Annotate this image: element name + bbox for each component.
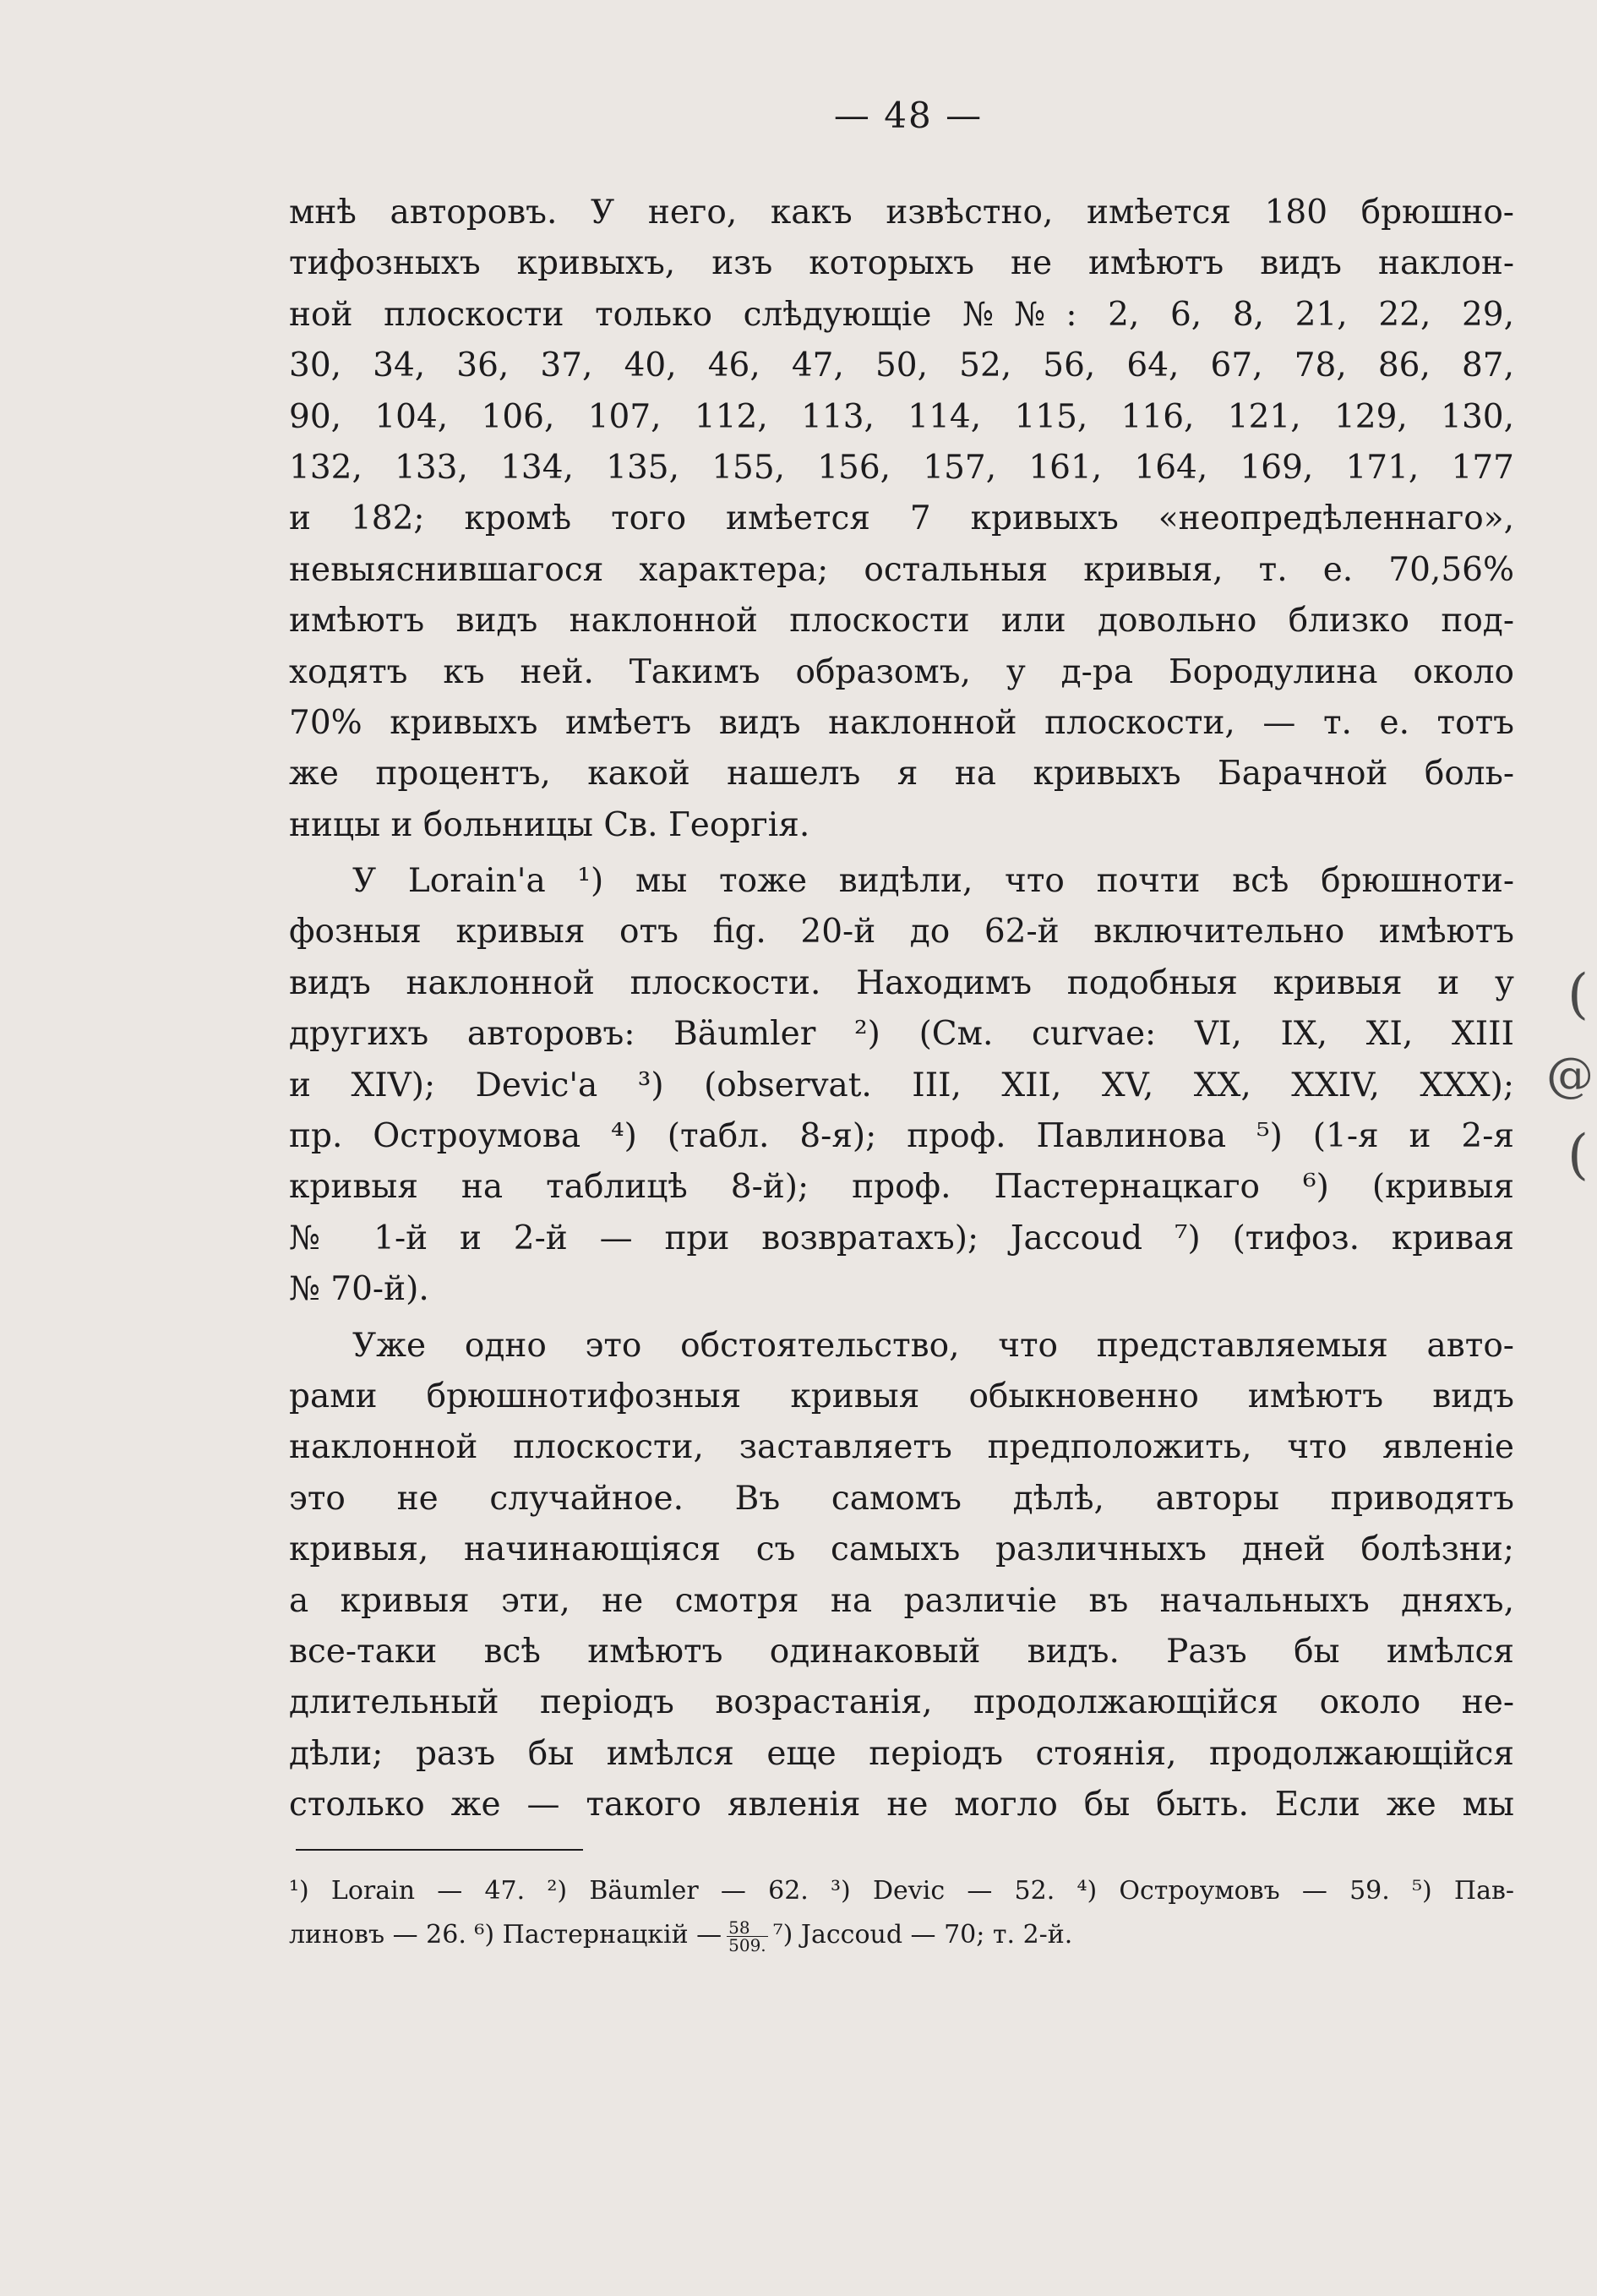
text-line: 132, 133, 134, 135, 155, 156, 157, 161, 164, 169, 171, 177: [289, 448, 1514, 487]
fraction-denominator: 509.: [728, 1934, 766, 1955]
text-line: имѣютъ видъ наклонной плоскости или довольно близко под-: [289, 602, 1514, 641]
fraction-numerator: 58: [727, 1919, 768, 1937]
text-line: другихъ авторовъ: Bäumler ²) (См. curvae: VI, IX, XI, XIII: [289, 1015, 1514, 1054]
footnote-fraction: [727, 1919, 768, 1954]
footnote-line-1: ¹) Lorain — 47. ²) Bäumler — 62. ³) Devic — 52. ⁴) Остроумовъ — 59. ⁵) Пав-: [289, 1876, 1514, 1906]
margin-mark-2: @: [1546, 1048, 1594, 1103]
text-line: мнѣ авторовъ. У него, какъ извѣстно, имѣется 180 брюшно-: [289, 194, 1514, 232]
footnote-line-2-end: ⁷) Jaccoud — 70; т. 2-й.: [772, 1920, 1073, 1950]
text-line: тифозныхъ кривыхъ, изъ которыхъ не имѣютъ видъ наклон-: [289, 244, 1514, 283]
text-line: 30, 34, 36, 37, 40, 46, 47, 50, 52, 56, 64, 67, 78, 86, 87,: [289, 346, 1514, 385]
text-line: У Lorain'а ¹) мы тоже видѣли, что почти всѣ брюшноти-: [352, 862, 1514, 901]
text-line: и 182; кромѣ того имѣется 7 кривыхъ «неопредѣленнаго»,: [289, 499, 1514, 538]
text-line: дѣли; разъ бы имѣлся еще періодъ стоянія, продолжающійся: [289, 1734, 1514, 1773]
text-line: же процентъ, какой нашелъ я на кривыхъ Барачной боль-: [289, 755, 1514, 794]
footnote-line-2-start: линовъ — 26. ⁶) Пастернацкій —: [289, 1920, 722, 1950]
text-line: видъ наклонной плоскости. Находимъ подобныя кривыя и у: [289, 963, 1514, 1002]
text-line: это не случайное. Въ самомъ дѣлѣ, авторы приводятъ: [289, 1479, 1514, 1518]
text-line: а кривыя эти, не смотря на различіе въ начальныхъ дняхъ,: [289, 1581, 1514, 1620]
body-text: [289, 188, 1514, 1831]
text-line: все-таки всѣ имѣютъ одинаковый видъ. Разъ бы имѣлся: [289, 1632, 1514, 1671]
text-line: столько же — такого явленія не могло бы быть. Если же мы: [289, 1786, 1514, 1824]
margin-mark-3: (: [1567, 1124, 1589, 1186]
text-line: пр. Остроумова ⁴) (табл. 8-я); проф. Павлинова ⁵) (1-я и 2-я: [289, 1117, 1514, 1156]
margin-mark-1: (: [1567, 963, 1589, 1026]
footnote-divider: [296, 1849, 583, 1851]
footnote-line-2: [289, 1913, 1514, 1957]
text-line: ницы и больницы Св. Георгія.: [289, 805, 810, 844]
text-line: № 70-й).: [289, 1270, 429, 1309]
text-line: ной плоскости только слѣдующіе №№: 2, 6, 8, 21, 22, 29,: [289, 295, 1514, 334]
text-line: фозныя кривыя отъ fig. 20-й до 62-й включительно имѣютъ: [289, 913, 1514, 952]
text-line: кривыя, начинающіяся съ самыхъ различныхъ дней болѣзни;: [289, 1530, 1514, 1569]
text-line: невыяснившагося характера; остальныя кривыя, т. е. 70,56%: [289, 550, 1514, 589]
text-line: 70% кривыхъ имѣетъ видъ наклонной плоскости, — т. е. тотъ: [289, 703, 1514, 742]
text-line: длительный періодъ возрастанія, продолжающійся около не-: [289, 1683, 1514, 1722]
footnotes: [289, 1869, 1514, 1957]
text-line: рами брюшнотифозныя кривыя обыкновенно имѣютъ видъ: [289, 1377, 1514, 1415]
text-line: наклонной плоскости, заставляетъ предположить, что явленіе: [289, 1428, 1514, 1467]
text-line: и XIV); Devic'а ³) (observat. III, XII, XV, XX, XXIV, XXX);: [289, 1066, 1514, 1104]
text-line: Уже одно это обстоятельство, что представляемыя авто-: [352, 1326, 1514, 1365]
text-line: кривыя на таблицѣ 8-й); проф. Пастернацкаго ⁶) (кривыя: [289, 1168, 1514, 1207]
text-line: № 1-й и 2-й — при возвратахъ); Jaccoud ⁷) (тифоз. кривая: [289, 1219, 1514, 1257]
page-number: — 48 —: [833, 95, 984, 136]
text-line: 90, 104, 106, 107, 112, 113, 114, 115, 116, 121, 129, 130,: [289, 397, 1514, 436]
text-line: ходятъ къ ней. Такимъ образомъ, у д-ра Бородулина около: [289, 652, 1514, 691]
